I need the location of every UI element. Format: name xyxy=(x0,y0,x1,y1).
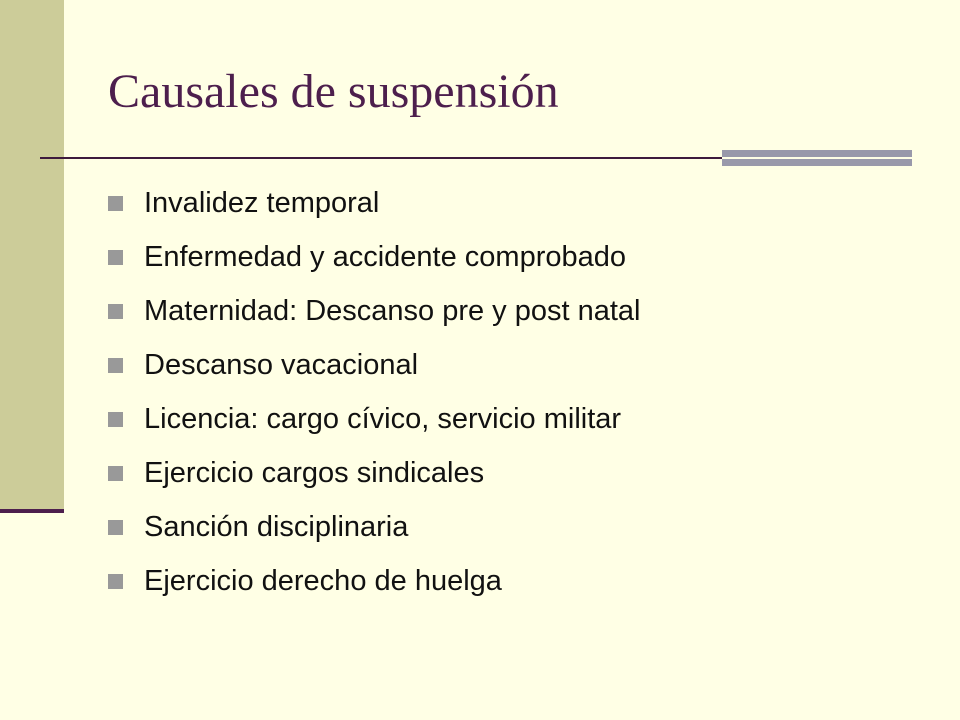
bullet-item xyxy=(108,500,641,554)
title-underline-accent xyxy=(722,150,912,167)
square-bullet-icon xyxy=(108,466,123,481)
square-bullet-icon xyxy=(108,358,123,373)
bullet-item xyxy=(108,392,641,446)
bullet-text: Enfermedad y accidente comprobado xyxy=(144,241,627,273)
square-bullet-icon xyxy=(108,196,123,211)
bullet-text: Descanso vacacional xyxy=(144,349,419,381)
side-decor-band xyxy=(0,0,64,510)
side-decor-accent-line xyxy=(0,509,64,513)
bullet-item xyxy=(108,446,641,500)
bullet-text: Ejercicio cargos sindicales xyxy=(144,457,485,489)
bullet-text: Licencia: cargo cívico, servicio militar xyxy=(144,403,622,435)
bullet-text: Invalidez temporal xyxy=(144,187,380,219)
bullet-text: Maternidad: Descanso pre y post natal xyxy=(144,295,641,327)
bullet-item xyxy=(108,554,641,608)
square-bullet-icon xyxy=(108,250,123,265)
bullet-text: Ejercicio derecho de huelga xyxy=(144,565,502,597)
bullet-item xyxy=(108,284,641,338)
bullet-item xyxy=(108,338,641,392)
bullet-item xyxy=(108,230,641,284)
square-bullet-icon xyxy=(108,412,123,427)
bullet-text: Sanción disciplinaria xyxy=(144,511,409,543)
slide-title: Causales de suspensión xyxy=(108,65,559,118)
square-bullet-icon xyxy=(108,520,123,535)
bullet-list xyxy=(108,176,641,608)
bullet-item xyxy=(108,176,641,230)
square-bullet-icon xyxy=(108,304,123,319)
square-bullet-icon xyxy=(108,574,123,589)
